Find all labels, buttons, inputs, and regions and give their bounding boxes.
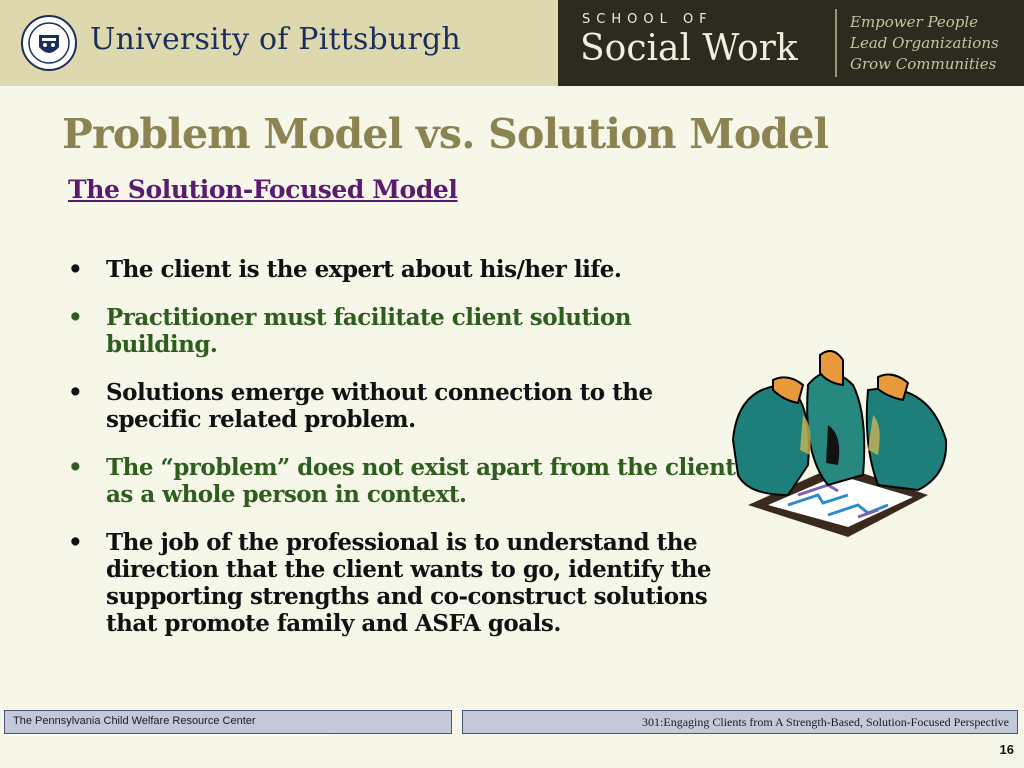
footer-organization: The Pennsylvania Child Welfare Resource Center <box>4 710 452 734</box>
slide-subtitle: The Solution-Focused Model <box>68 175 458 204</box>
footer-course-title: 301:Engaging Clients from A Strength-Based, Solution-Focused Perspective <box>462 710 1018 734</box>
bullet-item <box>68 529 738 637</box>
bullet-list <box>68 256 738 658</box>
footer-underline <box>4 734 329 736</box>
bullet-text: The client is the expert about his/her life. <box>106 256 622 283</box>
university-name: University of Pittsburgh <box>90 22 461 57</box>
tagline-line: Lead Organizations <box>850 34 999 52</box>
bullet-marker: • <box>68 304 83 331</box>
bullet-item <box>68 256 738 283</box>
bullet-marker: • <box>68 454 83 481</box>
bullet-item <box>68 304 738 358</box>
school-name: Social Work <box>580 28 798 69</box>
tagline-line: Empower People <box>850 13 979 31</box>
university-banner <box>0 0 558 86</box>
header-divider <box>835 9 837 77</box>
page-number: 16 <box>999 742 1014 757</box>
slide-title: Problem Model vs. Solution Model <box>62 110 829 158</box>
bullet-text: The “problem” does not exist apart from the client as a whole person in context. <box>106 454 736 508</box>
slide-header <box>0 0 1024 86</box>
bullet-item <box>68 454 738 508</box>
bullet-marker: • <box>68 529 83 556</box>
tagline-line: Grow Communities <box>850 55 997 73</box>
bullet-item <box>68 379 738 433</box>
bullet-marker: • <box>68 256 83 283</box>
school-of-label: SCHOOL OF <box>582 12 713 27</box>
school-tagline <box>850 12 999 75</box>
bullet-text: The job of the professional is to understand the direction that the client wants to go, identify the supporting strengths and co-construct solutions that promote family and ASFA goals. <box>106 529 712 637</box>
bullet-text: Practitioner must facilitate client solution building. <box>106 304 631 358</box>
team-planning-clipart <box>728 345 954 537</box>
school-banner <box>558 0 1024 86</box>
bullet-marker: • <box>68 379 83 406</box>
bullet-text: Solutions emerge without connection to the specific related problem. <box>106 379 653 433</box>
university-seal-icon <box>21 15 77 71</box>
